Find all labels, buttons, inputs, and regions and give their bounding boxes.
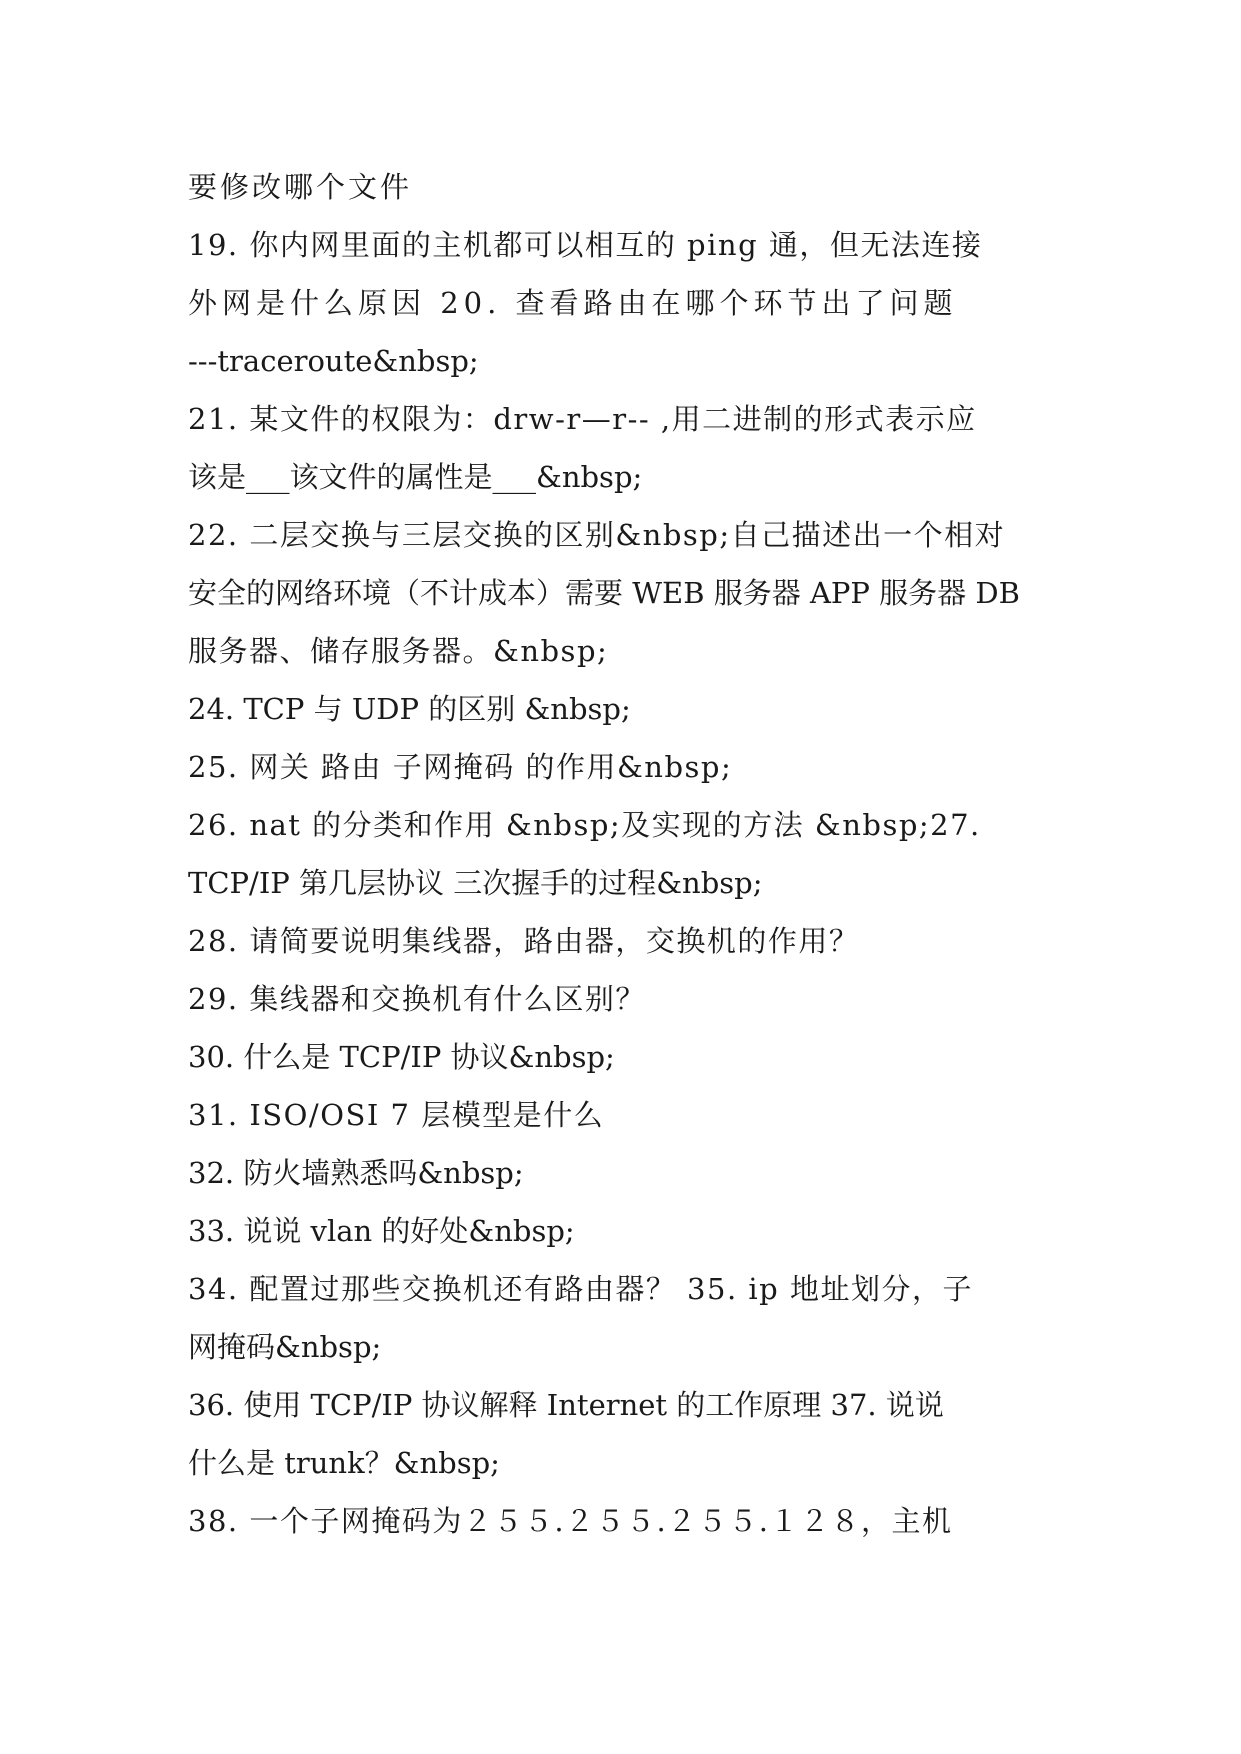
text-line: 38. 一个子网掩码为２５５.２５５.２５５.１２８，主机 xyxy=(188,1504,953,1538)
text-line: 19. 你内网里面的主机都可以相互的 ping 通，但无法连接 xyxy=(188,228,983,262)
text-line: 要修改哪个文件 xyxy=(188,170,413,204)
text-line: 25. 网关 路由 子网掩码 的作用&nbsp; xyxy=(188,750,733,784)
text-line: 服务器、储存服务器。&nbsp; xyxy=(188,634,609,668)
text-line: 该是___该文件的属性是___&nbsp; xyxy=(188,460,643,494)
text-line: 安全的网络环境（不计成本）需要 WEB 服务器 APP 服务器 DB xyxy=(188,576,1020,610)
text-line: 24. TCP 与 UDP 的区别 &nbsp; xyxy=(188,692,631,726)
text-line: 33. 说说 vlan 的好处&nbsp; xyxy=(188,1214,575,1248)
text-line: 28. 请简要说明集线器，路由器，交换机的作用？ xyxy=(188,924,860,958)
text-line: 22. 二层交换与三层交换的区别&nbsp;自己描述出一个相对 xyxy=(188,518,1006,552)
text-line: 外网是什么原因 20. 查看路由在哪个环节出了问题 xyxy=(188,286,958,320)
text-line: 34. 配置过那些交换机还有路由器？ 35. ip 地址划分，子 xyxy=(188,1272,973,1306)
text-line: 32. 防火墙熟悉吗&nbsp; xyxy=(188,1156,524,1190)
document-body xyxy=(188,158,1058,1550)
text-line: 21. 某文件的权限为：drw-r—r-- ,用二进制的形式表示应 xyxy=(188,402,977,436)
text-line: TCP/IP 第几层协议 三次握手的过程&nbsp; xyxy=(188,866,763,900)
text-line: 26. nat 的分类和作用 &nbsp;及实现的方法 &nbsp;27. xyxy=(188,808,981,842)
text-line: 网掩码&nbsp; xyxy=(188,1330,382,1364)
text-line: 30. 什么是 TCP/IP 协议&nbsp; xyxy=(188,1040,615,1074)
text-line: 29. 集线器和交换机有什么区别？ xyxy=(188,982,646,1016)
text-line: ---traceroute&nbsp; xyxy=(188,344,479,378)
text-line: 36. 使用 TCP/IP 协议解释 Internet 的工作原理 37. 说说 xyxy=(188,1388,944,1422)
text-line: 31. ISO/OSI 7 层模型是什么 xyxy=(188,1098,605,1132)
text-line: 什么是 trunk？&nbsp; xyxy=(188,1446,500,1480)
